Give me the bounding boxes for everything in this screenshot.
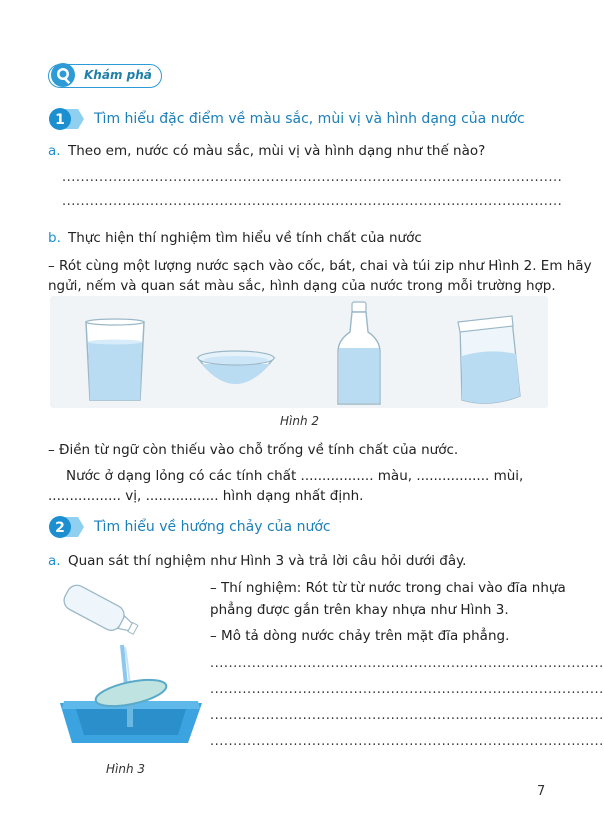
item-1b-marker: b. <box>48 230 61 246</box>
magnifier-icon <box>50 62 76 88</box>
bottle-of-water-icon <box>338 302 380 404</box>
item-1a-question: Theo em, nước có màu sắc, mùi vị và hình dạng như thế nào? <box>68 143 486 159</box>
answer-line-2a-4[interactable]: ..................................................................................... <box>210 734 604 749</box>
figure-2-caption: Hình 2 <box>280 414 320 428</box>
fill-line-1[interactable]: Nước ở dạng lỏng có các tính chất ................. màu, ................. mùi, <box>66 468 524 484</box>
figure-3-caption: Hình 3 <box>106 762 146 776</box>
fill-line-2[interactable]: ................. vị, ................. hình dạng nhất định. <box>48 488 364 504</box>
answer-line-1a-1[interactable]: ............................................................................................................ <box>62 170 563 185</box>
answer-line-2a-1[interactable]: ..................................................................................... <box>210 656 604 671</box>
section-2-title: Tìm hiểu về hướng chảy của nước <box>94 519 331 535</box>
glass-of-water-icon <box>86 319 144 400</box>
experiment-line-1: – Thí nghiệm: Rót từ từ nước trong chai vào đĩa nhựa <box>210 580 566 596</box>
zip-bag-of-water-icon <box>458 316 520 403</box>
section-1-number: 1 <box>55 112 65 128</box>
item-1b-title: Thực hiện thí nghiệm tìm hiểu về tính chất của nước <box>68 230 422 246</box>
section-1-title: Tìm hiểu đặc điểm về màu sắc, mùi vị và hình dạng của nước <box>94 111 525 127</box>
item-1a-marker: a. <box>48 143 61 159</box>
instruction-line-1: – Rót cùng một lượng nước sạch vào cốc, bát, chai và túi zip như Hình 2. Em hãy <box>48 258 592 274</box>
describe-instruction: – Mô tả dòng nước chảy trên mặt đĩa phẳng. <box>210 628 510 644</box>
experiment-line-2: phẳng được gắn trên khay nhựa như Hình 3. <box>210 602 509 618</box>
bowl-of-water-icon <box>198 351 274 384</box>
instruction-line-2: ngửi, nếm và quan sát màu sắc, hình dạng của nước trong mỗi trường hợp. <box>48 278 556 294</box>
section-1-badge-icon <box>48 107 86 131</box>
header-label: Khám phá <box>84 68 152 82</box>
answer-line-1a-2[interactable]: ............................................................................................................ <box>62 194 563 209</box>
figure-3-illustration <box>54 585 204 755</box>
page-number: 7 <box>537 784 546 799</box>
answer-line-2a-2[interactable]: ..................................................................................... <box>210 682 604 697</box>
item-2a-marker: a. <box>48 553 61 569</box>
tilted-bottle-icon <box>61 582 142 642</box>
answer-line-2a-3[interactable]: ..................................................................................... <box>210 708 604 723</box>
section-2-badge-icon <box>48 515 86 539</box>
section-2-number: 2 <box>55 520 65 536</box>
fill-instruction: – Điền từ ngữ còn thiếu vào chỗ trống về tính chất của nước. <box>48 442 459 458</box>
figure-2-illustration <box>50 296 548 408</box>
item-2a-question: Quan sát thí nghiệm như Hình 3 và trả lời câu hỏi dưới đây. <box>68 553 467 569</box>
